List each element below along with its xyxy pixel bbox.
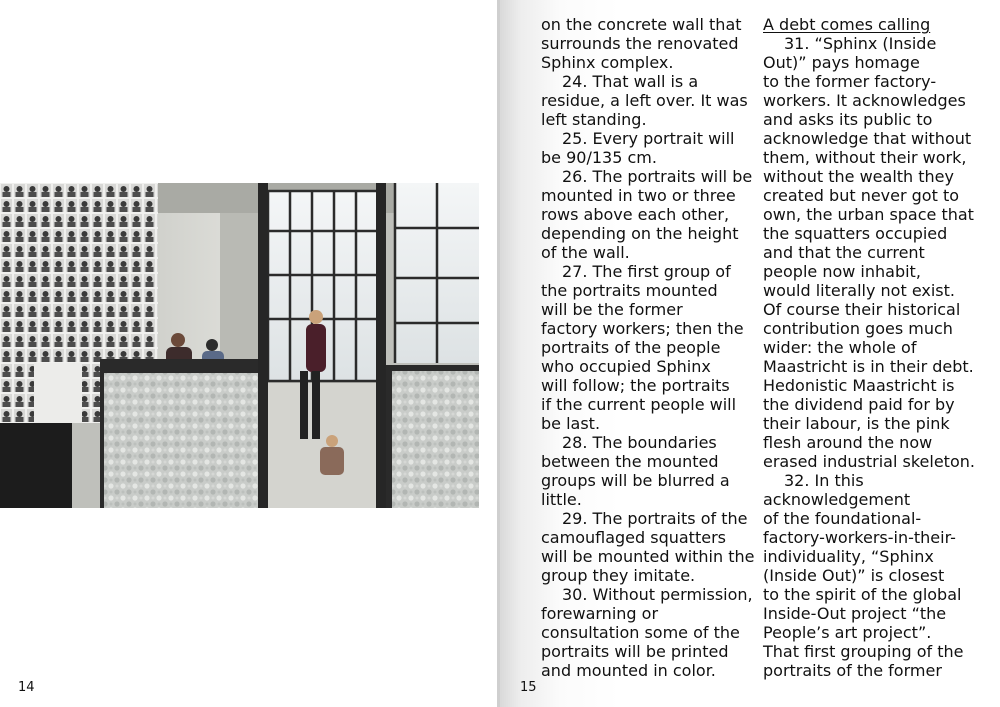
- text-line: Out)” pays homage: [763, 53, 920, 72]
- text-line: the squatters occupied: [763, 224, 948, 243]
- text-line: be last.: [541, 414, 601, 433]
- text-line: portraits will be printed: [541, 642, 729, 661]
- text-line: group they imitate.: [541, 566, 696, 585]
- text-line: own, the urban space that: [763, 205, 974, 224]
- text-line: camouflaged squatters: [541, 528, 726, 547]
- text-line: People’s art project”.: [763, 623, 932, 642]
- page-number: 15: [520, 680, 537, 695]
- text-line: portraits of the former: [763, 661, 942, 680]
- text-line: Sphinx complex.: [541, 53, 674, 72]
- text-column-2: [763, 15, 988, 680]
- text-line: will follow; the portraits: [541, 376, 730, 395]
- text-line: the portraits mounted: [541, 281, 718, 300]
- text-line: of the foundational-: [763, 509, 922, 528]
- text-line: 24. That wall is a: [562, 72, 699, 91]
- text-line: 31. “Sphinx (Inside: [784, 34, 937, 53]
- text-line: and that the current: [763, 243, 925, 262]
- text-line: (Inside Out)” is closest: [763, 566, 945, 585]
- text-line: groups will be blurred a: [541, 471, 730, 490]
- text-line: created but never got to: [763, 186, 960, 205]
- text-line: them, without their work,: [763, 148, 967, 167]
- text-line: their labour, is the pink: [763, 414, 950, 433]
- text-line: contribution goes much: [763, 319, 953, 338]
- text-line: That first grouping of the: [763, 642, 964, 661]
- text-line: surrounds the renovated: [541, 34, 739, 53]
- gallery-room-photo: [0, 183, 479, 508]
- text-line: 29. The portraits of the: [562, 509, 748, 528]
- text-line: without the wealth they: [763, 167, 954, 186]
- text-line: flesh around the now: [763, 433, 933, 452]
- text-line: workers. It acknowledges: [763, 91, 966, 110]
- text-line: Maastricht is in their debt.: [763, 357, 974, 376]
- text-line: 26. The portraits will be: [562, 167, 753, 186]
- text-line: 30. Without permission,: [562, 585, 753, 604]
- text-line: to the spirit of the global: [763, 585, 962, 604]
- text-line: the dividend paid for by: [763, 395, 955, 414]
- text-line: mounted in two or three: [541, 186, 736, 205]
- text-line: rows above each other,: [541, 205, 730, 224]
- text-line: individuality, “Sphinx: [763, 547, 934, 566]
- text-column-2-body: [763, 34, 988, 680]
- text-line: wider: the whole of: [763, 338, 917, 357]
- text-line: 25. Every portrait will: [562, 129, 735, 148]
- text-line: acknowledgement: [763, 490, 911, 509]
- text-line: will be the former: [541, 300, 683, 319]
- text-line: to the former factory-: [763, 72, 937, 91]
- text-line: Hedonistic Maastricht is: [763, 376, 955, 395]
- text-line: portraits of the people: [541, 338, 721, 357]
- text-line: people now inhabit,: [763, 262, 921, 281]
- text-line: on the concrete wall that: [541, 15, 742, 34]
- text-line: erased industrial skeleton.: [763, 452, 975, 471]
- text-line: little.: [541, 490, 582, 509]
- text-line: between the mounted: [541, 452, 719, 471]
- text-line: will be mounted within the: [541, 547, 755, 566]
- text-line: consultation some of the: [541, 623, 740, 642]
- text-line: left standing.: [541, 110, 647, 129]
- text-line: factory workers; then the: [541, 319, 744, 338]
- text-line: residue, a left over. It was: [541, 91, 748, 110]
- text-line: forewarning or: [541, 604, 659, 623]
- text-line: if the current people will: [541, 395, 737, 414]
- text-line: acknowledge that without: [763, 129, 972, 148]
- text-line: Of course their historical: [763, 300, 961, 319]
- section-heading: A debt comes calling: [763, 15, 931, 34]
- text-line: be 90/135 cm.: [541, 148, 657, 167]
- text-column-1: [541, 15, 761, 680]
- text-line: would literally not exist.: [763, 281, 955, 300]
- text-line: Inside-Out project “the: [763, 604, 947, 623]
- right-page: [500, 0, 1000, 707]
- text-line: factory-workers-in-their-: [763, 528, 956, 547]
- text-line: who occupied Sphinx: [541, 357, 711, 376]
- text-line: 28. The boundaries: [562, 433, 717, 452]
- text-line: of the wall.: [541, 243, 630, 262]
- page-number: 14: [18, 680, 35, 695]
- text-line: 27. The first group of: [562, 262, 731, 281]
- text-line: and mounted in color.: [541, 661, 716, 680]
- text-line: and asks its public to: [763, 110, 933, 129]
- text-line: depending on the height: [541, 224, 739, 243]
- text-line: 32. In this: [784, 471, 864, 490]
